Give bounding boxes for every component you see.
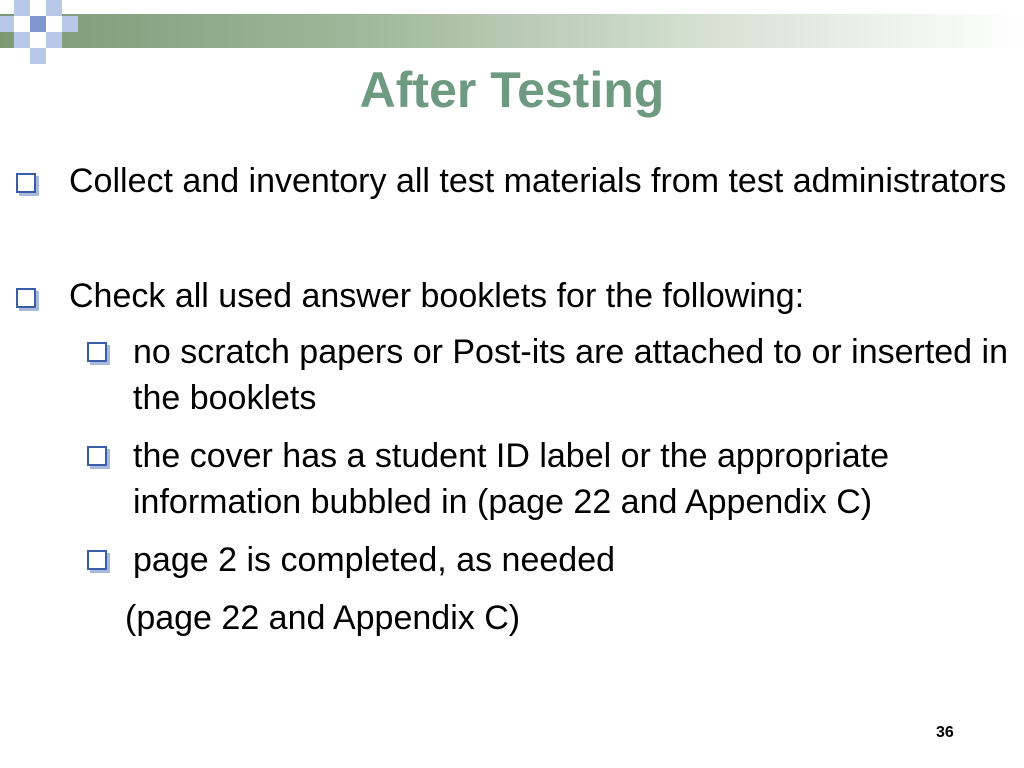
sub-bullet-item	[0, 537, 1024, 583]
sub-bullet-text: page 2 is completed, as needed	[133, 541, 616, 579]
hollow-square-icon	[87, 446, 107, 466]
bullet-spacer	[0, 583, 1024, 595]
sub-bullet-item	[0, 329, 1024, 421]
bullet-text: Collect and inventory all test materials from test administrators	[69, 162, 1007, 200]
hollow-square-icon	[87, 342, 107, 362]
page-number: 36	[936, 724, 954, 741]
bullet-spacer	[0, 204, 1024, 273]
slide-title: After Testing	[359, 62, 665, 118]
hollow-square-icon	[16, 173, 36, 193]
continuation-text: (page 22 and Appendix C)	[125, 599, 521, 637]
slide-content	[0, 158, 1024, 641]
header-gradient-bar	[0, 14, 1024, 48]
corner-squares-decoration	[0, 0, 90, 64]
hollow-square-icon	[87, 550, 107, 570]
bullet-item	[0, 158, 1024, 204]
bullet-text: Check all used answer booklets for the following:	[69, 277, 805, 315]
sub-bullet-item	[0, 433, 1024, 525]
bullet-spacer	[0, 421, 1024, 433]
bullet-spacer	[0, 525, 1024, 537]
sub-bullet-text: the cover has a student ID label or the appropriate information bubbled in (page 22 and Appendix C)	[133, 437, 890, 521]
sub-bullet-text: no scratch papers or Post-its are attached to or inserted in the booklets	[133, 333, 1009, 417]
hollow-square-icon	[16, 288, 36, 308]
bullet-item	[0, 273, 1024, 319]
bullet-spacer	[0, 319, 1024, 329]
